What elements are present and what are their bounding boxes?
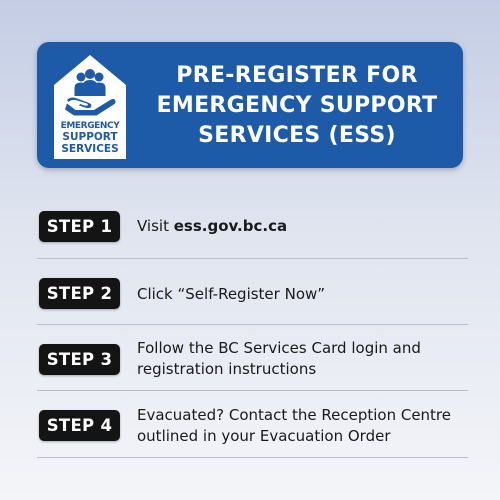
logo-text-support: SUPPORT [62, 131, 118, 143]
divider-4 [37, 457, 468, 458]
divider-2 [37, 324, 468, 325]
title-line-2: EMERGENCY SUPPORT [156, 93, 438, 118]
step-2-badge: STEP 2 [39, 278, 120, 309]
step-1-text [137, 216, 477, 237]
page-title [140, 56, 454, 156]
logo-text-services: SERVICES [61, 143, 119, 155]
divider-1 [37, 258, 468, 259]
ess-logo [50, 51, 130, 159]
title-line-1: PRE-REGISTER FOR [176, 63, 418, 88]
step-3-badge: STEP 3 [39, 344, 120, 375]
logo-text-emergency: EMERGENCY [60, 121, 120, 131]
step-3-text: Follow the BC Services Card login and registration instructions [137, 339, 421, 378]
ess-website-link[interactable]: ess.gov.bc.ca [173, 217, 288, 235]
step-1-prefix: Visit [137, 217, 174, 235]
title-line-3: SERVICES (ESS) [198, 123, 396, 148]
divider-3 [37, 390, 468, 391]
step-2-text: Click “Self-Register Now” [137, 285, 326, 303]
step-1-badge: STEP 1 [39, 211, 120, 242]
step-4-text: Evacuated? Contact the Reception Centre outlined in your Evacuation Order [137, 406, 451, 445]
step-4-badge: STEP 4 [39, 410, 120, 441]
